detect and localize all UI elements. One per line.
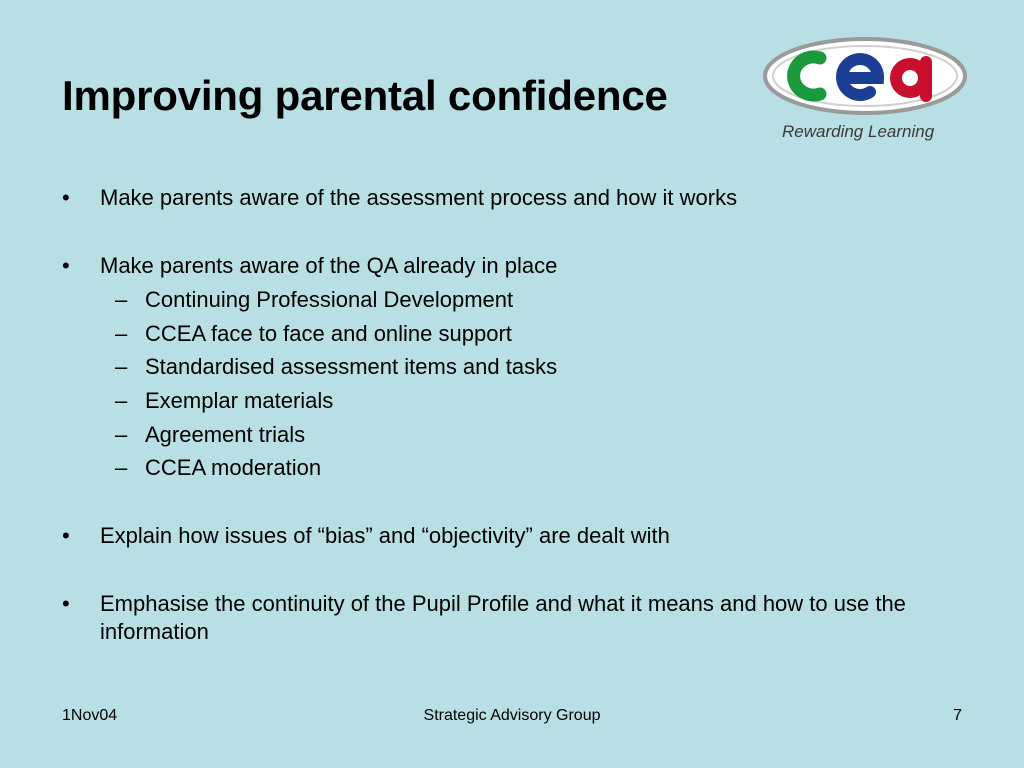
sub-bullet-marker: – (115, 354, 128, 379)
sub-bullet-text: Exemplar materials (145, 388, 334, 413)
logo-tagline: Rewarding Learning (782, 122, 935, 141)
bullet-text: Explain how issues of “bias” and “objectivity” are dealt with (100, 523, 670, 548)
sub-bullet-text: Agreement trials (145, 422, 306, 447)
bullet-marker: • (62, 523, 70, 548)
bullet-marker: • (62, 591, 70, 616)
sub-bullet-marker: – (115, 455, 128, 480)
footer-title: Strategic Advisory Group (423, 707, 601, 724)
sub-bullet-text: Standardised assessment items and tasks (145, 354, 558, 379)
footer-date: 1Nov04 (62, 707, 118, 724)
sub-bullet-text: CCEA moderation (145, 455, 322, 480)
bullet-marker: • (62, 185, 70, 210)
sub-bullet-marker: – (115, 422, 128, 447)
sub-bullet-marker: – (115, 321, 128, 346)
slide-title: Improving parental confidence (62, 72, 668, 119)
bullet-text: Make parents aware of the assessment process and how it works (100, 185, 738, 210)
sub-bullet-text: Continuing Professional Development (145, 287, 514, 312)
page-number: 7 (953, 707, 962, 724)
bullet-text: Emphasise the continuity of the Pupil Profile and what it means and how to use the information (100, 591, 906, 644)
bullet-marker: • (62, 253, 70, 278)
sub-bullet-text: CCEA face to face and online support (145, 321, 512, 346)
bullet-text: Make parents aware of the QA already in place (100, 253, 558, 278)
sub-bullet-marker: – (115, 388, 128, 413)
sub-bullet-marker: – (115, 287, 128, 312)
